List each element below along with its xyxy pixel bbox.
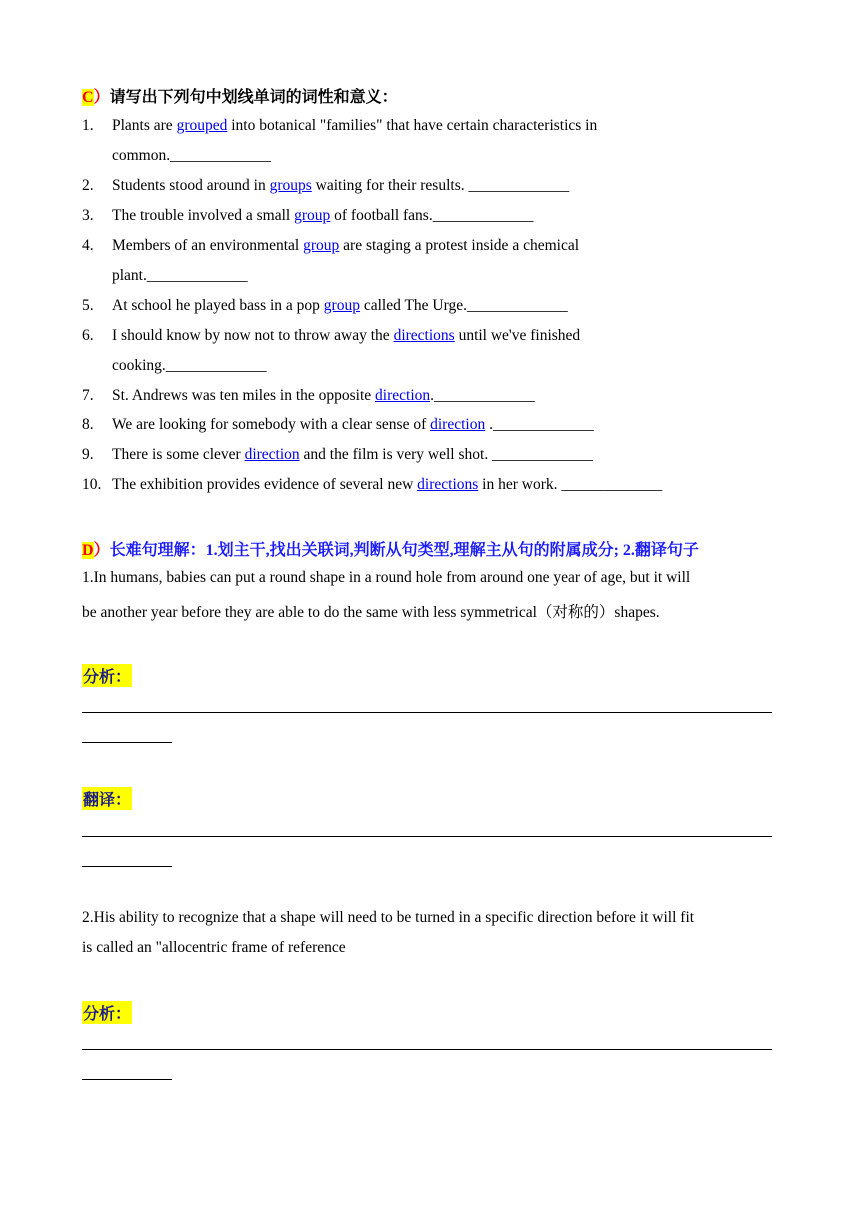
answer-blank[interactable]: _____________ (432, 207, 534, 224)
question-text-before: The trouble involved a small (112, 207, 295, 224)
question-number: 10. (82, 476, 102, 493)
answer-blank[interactable]: _____________ (146, 267, 248, 284)
analysis-label-2: 分析： (82, 1001, 132, 1024)
section-d-title: 长难句理解：1.划主干,找出关联词,判断从句类型,理解主从句的附属成分; 2.翻译句子 (109, 542, 699, 559)
sentence-1-line-1: 1.In humans, babies can put a round shape in a round hole from around one year of age, but it will (82, 569, 691, 586)
question-text-after: in her work. (478, 476, 562, 493)
question-text-after: of football fans. (330, 207, 433, 224)
analysis-answer-line-1b[interactable] (82, 742, 172, 743)
sentence-2-line-1: 2.His ability to recognize that a shape will need to be turned in a specific direction before it will fit (82, 909, 695, 926)
answer-blank[interactable]: _____________ (165, 357, 267, 374)
question-text-before: I should know by now not to throw away the (112, 327, 394, 344)
section-d-letter: D (82, 542, 94, 559)
sentence-2-line-2: is called an "allocentric frame of reference (82, 939, 346, 956)
section-d-heading (82, 537, 699, 560)
translation-answer-line-1b[interactable] (82, 866, 172, 867)
question-text-after: . (485, 416, 493, 433)
question-number: 6. (82, 327, 94, 344)
underlined-keyword-link[interactable]: direction (430, 416, 486, 433)
question-text-continued (112, 267, 248, 285)
question-text (112, 476, 662, 494)
underlined-keyword-link[interactable]: group (294, 207, 331, 224)
answer-blank[interactable]: _____________ (492, 446, 593, 463)
underlined-keyword-link[interactable]: group (303, 237, 340, 254)
analysis-answer-line-2[interactable] (82, 1049, 772, 1050)
answer-blank[interactable]: _____________ (468, 177, 570, 194)
question-text-before: Students stood around in (112, 177, 270, 194)
question-continuation-text: common. (112, 147, 171, 164)
question-text (112, 237, 579, 255)
question-text-after: called The Urge. (359, 297, 467, 314)
answer-blank[interactable]: _____________ (434, 387, 535, 404)
underlined-keyword-link[interactable]: grouped (176, 117, 228, 134)
question-number: 5. (82, 297, 94, 314)
question-text (112, 416, 594, 434)
question-number: 1. (82, 117, 94, 134)
question-text-before: Members of an environmental (112, 237, 304, 254)
underlined-keyword-link[interactable]: group (323, 297, 360, 314)
question-text-after: waiting for their results. (311, 177, 469, 194)
question-text-after: into botanical "families" that have certain characteristics in (227, 117, 598, 134)
translation-answer-line-1[interactable] (82, 836, 772, 837)
question-text-after: are staging a protest inside a chemical (339, 237, 580, 254)
underlined-keyword-link[interactable]: directions (417, 476, 479, 493)
answer-blank[interactable]: _____________ (492, 416, 594, 433)
question-continuation-text: plant. (112, 267, 147, 284)
analysis-answer-line-2b[interactable] (82, 1079, 172, 1080)
answer-blank[interactable]: _____________ (170, 147, 271, 164)
question-number: 3. (82, 207, 94, 224)
question-number: 7. (82, 387, 94, 404)
section-c-title: 请写出下列句中划线单词的词性和意义： (109, 89, 398, 106)
question-text (112, 327, 580, 345)
question-text-before: There is some clever (112, 446, 245, 463)
question-text-before: The exhibition provides evidence of several new (112, 476, 418, 493)
question-text-before: St. Andrews was ten miles in the opposite (112, 387, 376, 404)
section-c-heading (82, 84, 398, 107)
question-number: 4. (82, 237, 94, 254)
translation-label-1: 翻译： (82, 787, 132, 810)
question-continuation-text: cooking. (112, 357, 166, 374)
question-text (112, 177, 569, 195)
answer-blank[interactable]: _____________ (561, 476, 663, 493)
section-c-letter: C (82, 89, 94, 106)
analysis-answer-line-1[interactable] (82, 712, 772, 713)
question-text-before: Plants are (112, 117, 177, 134)
question-text (112, 387, 535, 405)
underlined-keyword-link[interactable]: directions (393, 327, 455, 344)
question-text (112, 207, 533, 225)
answer-blank[interactable]: _____________ (467, 297, 568, 314)
question-text-continued (112, 357, 267, 375)
question-text-after: and the film is very well shot. (299, 446, 493, 463)
question-number: 2. (82, 177, 94, 194)
question-number: 9. (82, 446, 94, 463)
underlined-keyword-link[interactable]: direction (244, 446, 300, 463)
section-d-paren: ） (93, 542, 110, 559)
question-text (112, 446, 593, 464)
question-text-after: until we've finished (454, 327, 581, 344)
underlined-keyword-link[interactable]: direction (375, 387, 431, 404)
question-text-before: At school he played bass in a pop (112, 297, 324, 314)
section-c-paren: ） (93, 89, 110, 106)
question-text-after: . (430, 387, 435, 404)
question-text-before: We are looking for somebody with a clear sense of (112, 416, 431, 433)
question-text (112, 117, 597, 135)
question-number: 8. (82, 416, 94, 433)
question-text (112, 297, 568, 315)
sentence-1-line-2: be another year before they are able to do the same with less symmetrical（对称的）shapes. (82, 604, 660, 621)
analysis-label-1: 分析： (82, 664, 132, 687)
underlined-keyword-link[interactable]: groups (269, 177, 312, 194)
question-text-continued (112, 147, 271, 165)
